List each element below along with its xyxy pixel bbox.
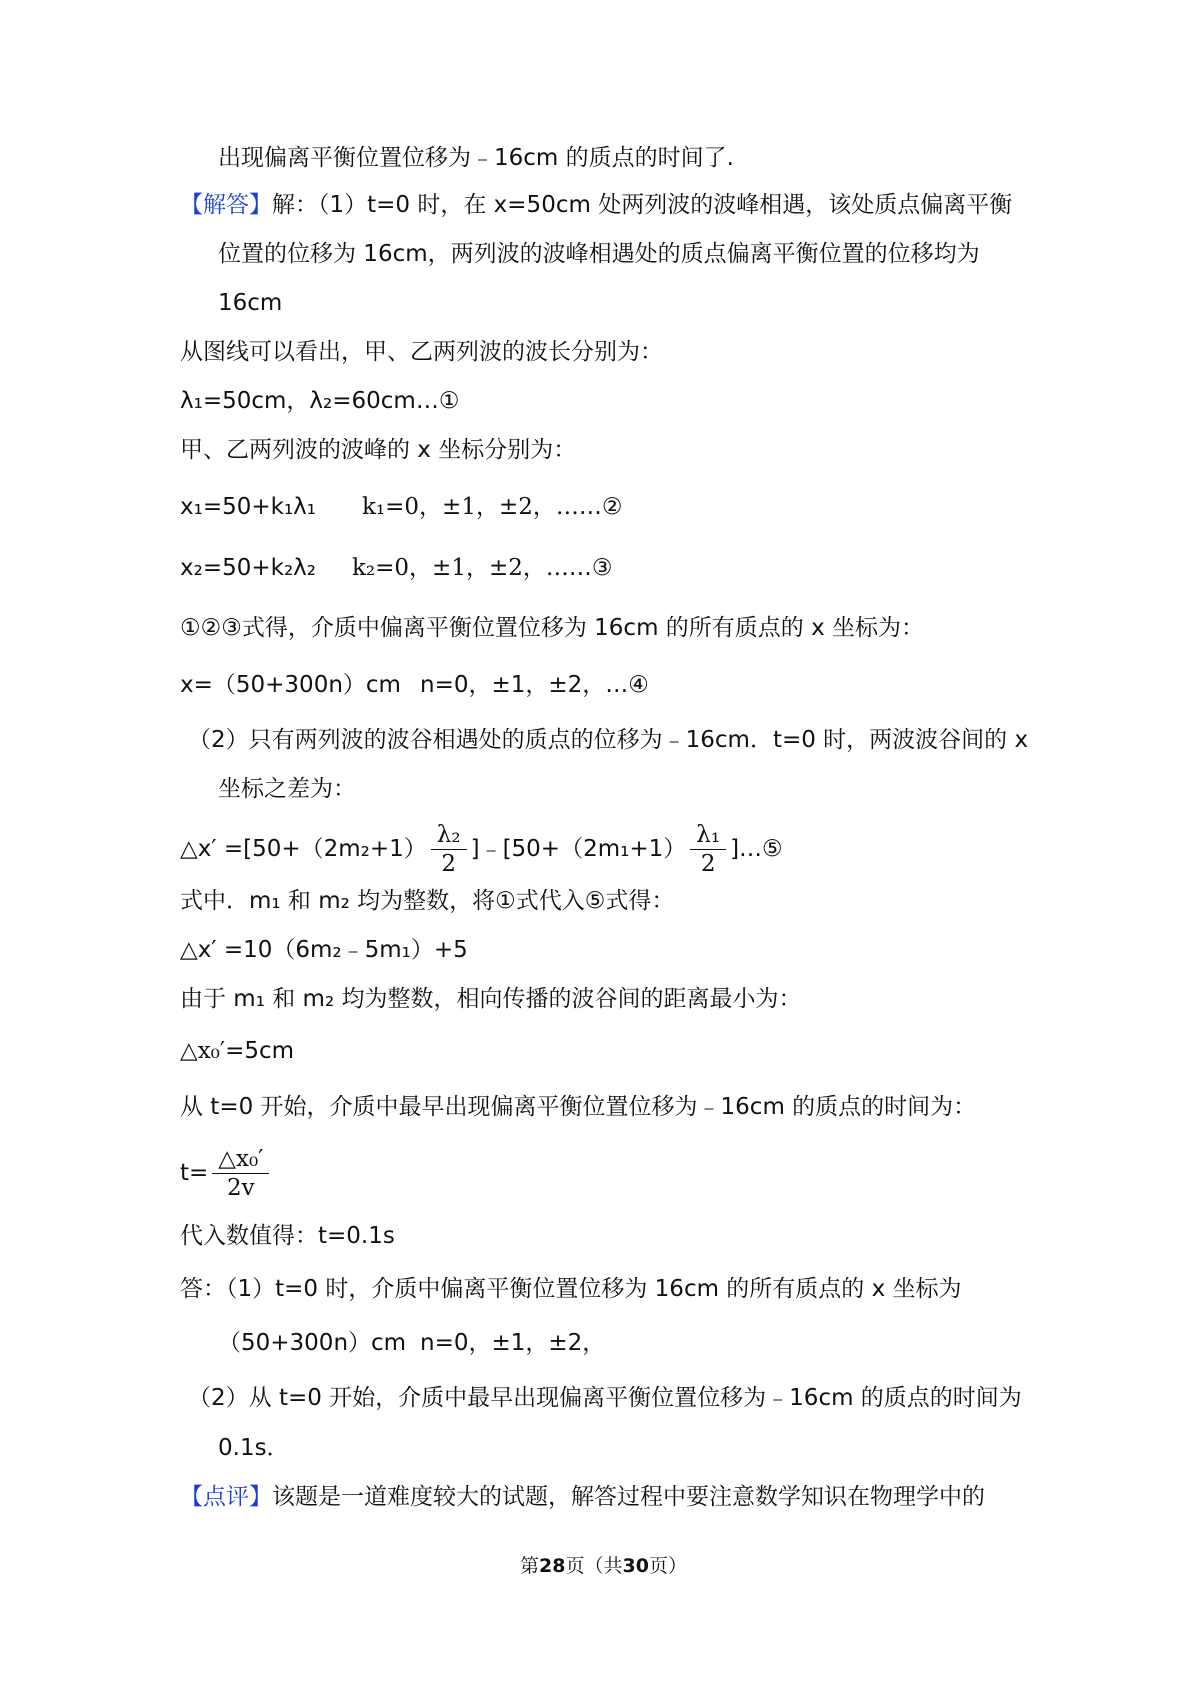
fraction-lambda1: $\frac{\text{λ₁}}{2}$ <box>690 821 726 878</box>
page-total: 30 <box>622 1555 649 1577</box>
answer-n-values: n=0，±1，±2， <box>420 1330 606 1356</box>
eq-delta-x0: △x₀′=5cm <box>180 1038 295 1064</box>
eq-delta-x: △x′ =[50+（2m₂+1） $\frac{\text{λ₂}}{2}$ ]﹣[50+（2m₁+1） $\frac{\text{λ₁}}{2}$ ]…⑤ <box>180 822 783 877</box>
line-26 <box>180 1482 985 1512</box>
line-24: （2）从 t=0 开始，介质中最早出现偏离平衡位置位移为﹣16cm 的质点的时间为 <box>188 1385 1022 1411</box>
line-2 <box>180 190 1012 220</box>
comment-tag: 【点评】 <box>180 1484 272 1510</box>
line-5: 从图线可以看出，甲、乙两列波的波长分别为： <box>180 339 663 365</box>
eq-x1: x₁=50+k₁λ₁ <box>180 494 317 520</box>
comment-text: 该题是一道难度较大的试题，解答过程中要注意数学知识在物理学中的 <box>272 1484 985 1510</box>
line-7: 甲、乙两列波的波峰的 x 坐标分别为： <box>180 437 577 463</box>
eq-x2: x₂=50+k₂λ₂ <box>180 555 317 581</box>
answer-line-1: 解：（1）t=0 时，在 x=50cm 处两列波的波峰相遇，该处质点偏离平衡 <box>272 192 1013 218</box>
line-22: 答：（1）t=0 时，介质中偏离平衡位置位移为 16cm 的所有质点的 x 坐标为 <box>180 1276 962 1302</box>
line-15: 式中．m₁ 和 m₂ 均为整数，将①式代入⑤式得： <box>180 888 675 914</box>
line-3: 位置的位移为 16cm，两列波的波峰相遇处的质点偏离平衡位置的位移均为 <box>218 241 980 267</box>
answer-tag: 【解答】 <box>180 192 272 218</box>
eq-k2-values: k₂=0，±1，±2，……③ <box>352 555 613 581</box>
line-4: 16cm <box>218 290 283 316</box>
page-number: 28 <box>539 1555 566 1577</box>
line-21: 代入数值得：t=0.1s <box>180 1223 395 1249</box>
line-13: 坐标之差为： <box>218 776 356 802</box>
answer-x-coords: （50+300n）cm <box>218 1330 407 1356</box>
line-10: ①②③式得，介质中偏离平衡位置位移为 16cm 的所有质点的 x 坐标为： <box>180 615 925 641</box>
eq-k1-values: k₁=0，±1，±2，……② <box>362 494 623 520</box>
line-17: 由于 m₁ 和 m₂ 均为整数，相向传播的波谷间的距离最小为： <box>180 986 802 1012</box>
fraction-lambda2: $\frac{\text{λ₂}}{2}$ <box>431 821 467 878</box>
fraction-time: $\frac{\text{△x₀′}}{2v}$ <box>212 1145 269 1202</box>
line-19: 从 t=0 开始，介质中最早出现偏离平衡位置位移为﹣16cm 的质点的时间为： <box>180 1094 977 1120</box>
line-25: 0.1s． <box>218 1435 290 1461</box>
eq-time: t= $\frac{\text{△x₀′}}{2v}$ <box>180 1142 273 1204</box>
page-footer: 第28页（共30页） <box>520 1555 687 1577</box>
eq-x-general: x=（50+300n）cm <box>180 672 401 698</box>
line-1: 出现偏离平衡位置位移为﹣16cm 的质点的时间了. <box>218 145 734 171</box>
line-12: （2）只有两列波的波谷相遇处的质点的位移为﹣16cm．t=0 时，两波波谷间的 x <box>188 727 1029 753</box>
line-6: λ₁=50cm，λ₂=60cm…① <box>180 388 460 414</box>
line-16: △x′ =10（6m₂﹣5m₁）+5 <box>180 937 468 963</box>
eq-n-values: n=0，±1，±2，…④ <box>420 672 649 698</box>
